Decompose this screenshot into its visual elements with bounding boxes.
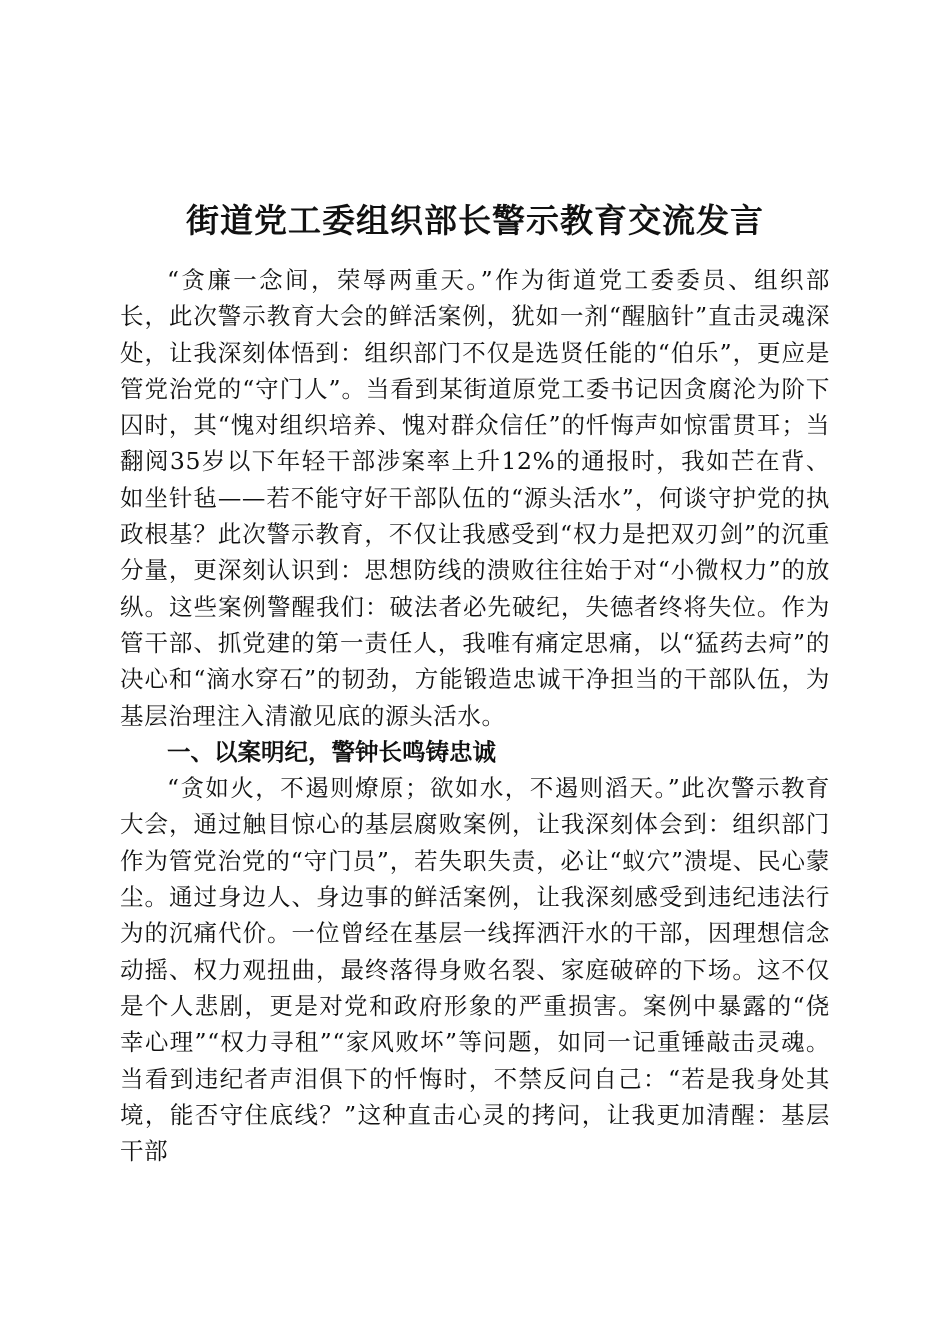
- paragraph-section-1: “贪如火，不遏则燎原；欲如水，不遏则滔天。”此次警示教育大会，通过触目惊心的基层腐败案例，让我深刻体会到：组织部门作为管党治党的“守门员”，若失职失责，必让“蚁穴”溃堤、民心蒙尘。通过身边人、身边事的鲜活案例，让我深刻感受到违纪违法行为的沉痛代价。一位曾经在基层一线挥洒汗水的干部，因理想信念动摇、权力观扭曲，最终落得身败名裂、家庭破碎的下场。这不仅是个人悲剧，更是对党和政府形象的严重损害。案例中暴露的“侥幸心理”“权力寻租”“家风败坏”等问题，如同一记重锤敲击灵魂。当看到违纪者声泪俱下的忏悔时，不禁反问自己：“若是我身处其境，能否守住底线？”这种直击心灵的拷问，让我更加清醒：基层干部: [120, 774, 830, 1166]
- document-title: 街道党工委组织部长警示教育交流发言: [186, 201, 764, 240]
- paragraph-intro: “贪廉一念间，荣辱两重天。”作为街道党工委委员、组织部长，此次警示教育大会的鲜活案例，犹如一剂“醒脑针”直击灵魂深处，让我深刻体悟到：组织部门不仅是选贤任能的“伯乐”，更应是管党治党的“守门人”。当看到某街道原党工委书记因贪腐沦为阶下囚时，其“愧对组织培养、愧对群众信任”的忏悔声如惊雷贯耳；当翻阅35岁以下年轻干部涉案率上升12%的通报时，我如芒在背、如坐针毡——若不能守好干部队伍的“源头活水”，何谈守护党的执政根基？此次警示教育，不仅让我感受到“权力是把双刃剑”的沉重分量，更深刻认识到：思想防线的溃败往往始于对“小微权力”的放纵。这些案例警醒我们：破法者必先破纪，失德者终将失位。作为管干部、抓党建的第一责任人，我唯有痛定思痛，以“猛药去疴”的决心和“滴水穿石”的韧劲，方能锻造忠诚干净担当的干部队伍，为基层治理注入清澈见底的源头活水。: [120, 266, 830, 730]
- section-heading-1: 一、以案明纪，警钟长鸣铸忠诚: [167, 737, 496, 766]
- document-body: [120, 262, 830, 1169]
